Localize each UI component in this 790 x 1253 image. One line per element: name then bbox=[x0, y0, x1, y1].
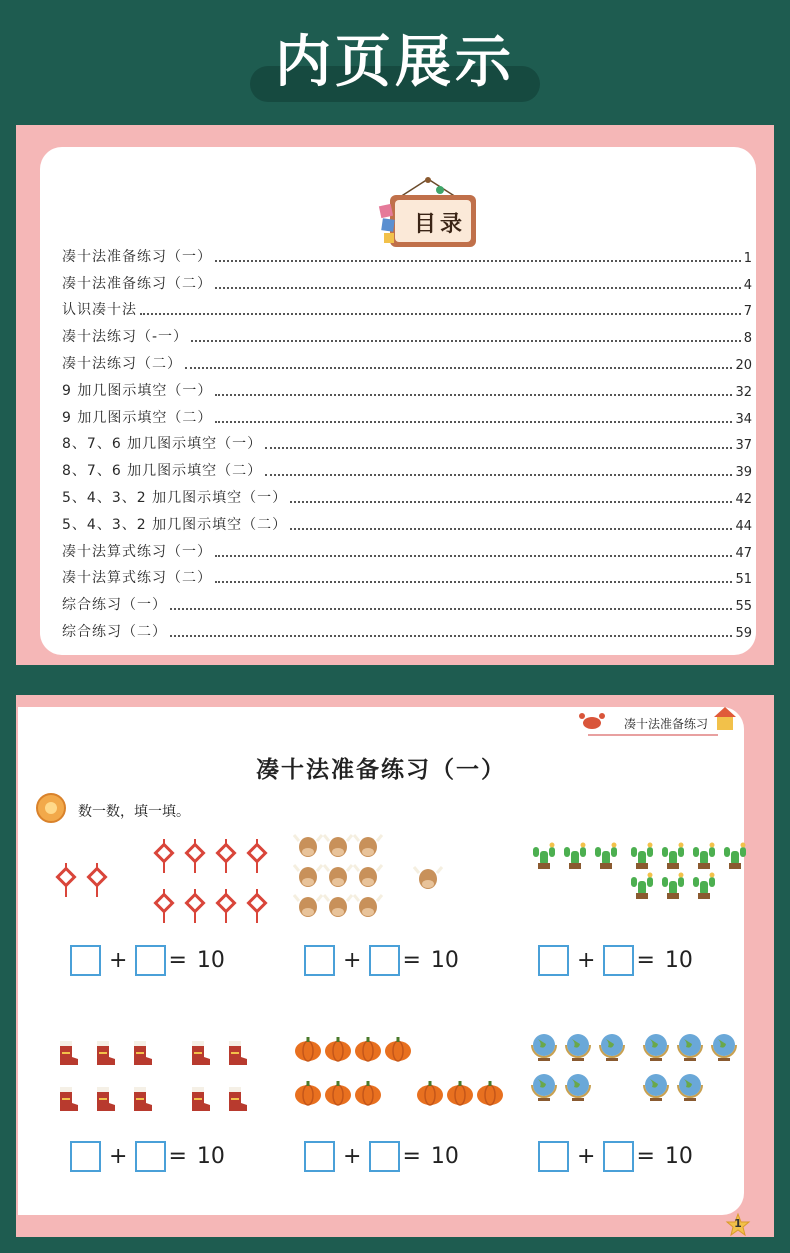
pumpkin-icon bbox=[325, 1081, 351, 1105]
equation-row bbox=[304, 945, 459, 976]
pumpkin-icon bbox=[355, 1081, 381, 1105]
pumpkin-icon bbox=[477, 1081, 503, 1105]
ox-head-icon bbox=[324, 835, 352, 857]
toc-title: 认识凑十法 bbox=[62, 302, 137, 319]
cactus-icon bbox=[662, 843, 684, 870]
cactus-icon bbox=[662, 873, 684, 900]
equals-sign: = bbox=[402, 948, 421, 973]
cactus-icon bbox=[631, 873, 653, 900]
toc-row[interactable] bbox=[62, 346, 752, 373]
pumpkin-icon bbox=[295, 1081, 321, 1105]
equation-row bbox=[70, 1141, 225, 1172]
answer-box-second[interactable] bbox=[135, 1141, 166, 1172]
toc-page-number: 37 bbox=[735, 438, 752, 454]
worksheet-sheet bbox=[18, 707, 744, 1230]
christmas-stocking-icon bbox=[192, 1041, 210, 1065]
toc-row[interactable] bbox=[62, 239, 752, 266]
toc-page-number: 59 bbox=[735, 625, 752, 641]
toc-title: 凑十法练习（二） bbox=[62, 355, 182, 372]
globe-icon bbox=[600, 1034, 624, 1061]
christmas-stocking-icon bbox=[134, 1087, 152, 1111]
equation-result: 10 bbox=[196, 948, 225, 973]
cactus-icon bbox=[631, 843, 653, 870]
cactus-icon bbox=[564, 843, 586, 870]
toc-row[interactable] bbox=[62, 614, 752, 641]
house-icon bbox=[714, 707, 736, 731]
pumpkin-icon bbox=[325, 1037, 351, 1061]
picture-group-pumpkin bbox=[280, 1025, 510, 1135]
page-number: 1 bbox=[734, 1217, 742, 1230]
toc-title: 8、7、6 加几图示填空（一） bbox=[62, 436, 263, 453]
toc-row[interactable] bbox=[62, 266, 752, 293]
plus-sign: + bbox=[577, 1144, 596, 1169]
chinese-knot-icon bbox=[156, 839, 173, 873]
answer-box-first[interactable] bbox=[70, 1141, 101, 1172]
worksheet-title: 凑十法准备练习（一） bbox=[256, 757, 506, 783]
answer-box-second[interactable] bbox=[369, 1141, 400, 1172]
answer-box-first[interactable] bbox=[538, 1141, 569, 1172]
chinese-knot-icon bbox=[156, 889, 173, 923]
toc-leader-dots bbox=[290, 501, 732, 503]
toc-title: 凑十法准备练习（二） bbox=[62, 275, 212, 292]
toc-page-number: 7 bbox=[743, 304, 752, 320]
plus-sign: + bbox=[109, 948, 128, 973]
globe-icon bbox=[644, 1034, 668, 1061]
chinese-knot-icon bbox=[187, 839, 204, 873]
answer-box-first[interactable] bbox=[70, 945, 101, 976]
christmas-stocking-icon bbox=[97, 1041, 115, 1065]
answer-box-second[interactable] bbox=[603, 945, 634, 976]
toc-row[interactable] bbox=[62, 480, 752, 507]
answer-box-first[interactable] bbox=[538, 945, 569, 976]
toc-page-number: 1 bbox=[743, 250, 752, 266]
equation-row bbox=[70, 945, 225, 976]
globe-icon bbox=[566, 1074, 590, 1101]
toc-leader-dots bbox=[290, 528, 732, 530]
equals-sign: = bbox=[636, 948, 655, 973]
ox-head-icon bbox=[294, 835, 322, 857]
plus-sign: + bbox=[343, 1144, 362, 1169]
chinese-knot-icon bbox=[249, 889, 266, 923]
toc-title: 综合练习（一） bbox=[62, 597, 167, 614]
christmas-stocking-icon bbox=[229, 1087, 247, 1111]
equals-sign: = bbox=[636, 1144, 655, 1169]
christmas-stocking-icon bbox=[60, 1087, 78, 1111]
ox-head-icon bbox=[354, 895, 382, 917]
crab-icon bbox=[578, 711, 606, 731]
pumpkin-icon bbox=[385, 1037, 411, 1061]
equation-result: 10 bbox=[430, 1144, 459, 1169]
equals-sign: = bbox=[168, 948, 187, 973]
equation-result: 10 bbox=[664, 948, 693, 973]
header-tag bbox=[588, 715, 718, 736]
christmas-stocking-icon bbox=[60, 1041, 78, 1065]
chinese-knot-icon bbox=[187, 889, 204, 923]
equation-result: 10 bbox=[430, 948, 459, 973]
answer-box-second[interactable] bbox=[135, 945, 166, 976]
toc-leader-dots bbox=[265, 474, 732, 476]
toc-title: 5、4、3、2 加几图示填空（二） bbox=[62, 516, 288, 533]
answer-box-first[interactable] bbox=[304, 1141, 335, 1172]
toc-title: 凑十法算式练习（二） bbox=[62, 570, 212, 587]
toc-leader-dots bbox=[265, 447, 732, 449]
globe-icon bbox=[532, 1034, 556, 1061]
cactus-icon bbox=[533, 843, 555, 870]
ox-head-icon bbox=[354, 835, 382, 857]
toc-row[interactable] bbox=[62, 319, 752, 346]
ox-head-icon bbox=[294, 865, 322, 887]
cactus-icon bbox=[693, 873, 715, 900]
christmas-stocking-icon bbox=[192, 1087, 210, 1111]
toc-leader-dots bbox=[185, 367, 732, 369]
christmas-stocking-icon bbox=[229, 1041, 247, 1065]
christmas-stocking-icon bbox=[134, 1041, 152, 1065]
toc-row[interactable] bbox=[62, 561, 752, 588]
cactus-icon bbox=[724, 843, 746, 870]
chinese-knot-icon bbox=[218, 839, 235, 873]
toc-leader-dots bbox=[215, 260, 741, 262]
toc-leader-dots bbox=[170, 635, 732, 637]
toc-page-number: 55 bbox=[735, 599, 752, 615]
toc-leader-dots bbox=[140, 313, 741, 315]
toc-page-number: 44 bbox=[735, 518, 752, 534]
toc-page-number: 32 bbox=[735, 384, 752, 400]
ox-head-icon bbox=[354, 865, 382, 887]
ox-head-icon bbox=[414, 867, 442, 889]
toc-title: 凑十法算式练习（一） bbox=[62, 543, 212, 560]
picture-group-cactus bbox=[516, 827, 746, 937]
picture-group-christmas-stocking bbox=[38, 1025, 268, 1135]
pumpkin-icon bbox=[355, 1037, 381, 1061]
equals-sign: = bbox=[402, 1144, 421, 1169]
contents-heading: 目录 bbox=[413, 212, 466, 237]
chinese-knot-icon bbox=[249, 839, 266, 873]
header-tag-label: 凑十法准备练习 bbox=[623, 717, 708, 731]
chinese-knot-icon bbox=[58, 863, 75, 897]
equation-result: 10 bbox=[196, 1144, 225, 1169]
banner bbox=[250, 14, 540, 95]
toc-title: 凑十法练习（-一） bbox=[62, 329, 189, 346]
toc-leader-dots bbox=[215, 287, 741, 289]
answer-box-second[interactable] bbox=[603, 1141, 634, 1172]
picture-group-ox-head bbox=[280, 827, 510, 937]
globe-icon bbox=[566, 1034, 590, 1061]
plus-sign: + bbox=[343, 948, 362, 973]
toc-row[interactable] bbox=[62, 293, 752, 320]
toc-row[interactable] bbox=[62, 534, 752, 561]
toc-page-number: 39 bbox=[735, 465, 752, 481]
globe-icon bbox=[532, 1074, 556, 1101]
toc-row[interactable] bbox=[62, 507, 752, 534]
ox-head-icon bbox=[324, 895, 352, 917]
picture-group-globe bbox=[516, 1025, 746, 1135]
cactus-icon bbox=[693, 843, 715, 870]
toc-row[interactable] bbox=[62, 453, 752, 480]
toc-title: 综合练习（二） bbox=[62, 623, 167, 640]
toc-leader-dots bbox=[215, 555, 732, 557]
pumpkin-icon bbox=[417, 1081, 443, 1105]
equation-result: 10 bbox=[664, 1144, 693, 1169]
plus-sign: + bbox=[109, 1144, 128, 1169]
globe-icon bbox=[712, 1034, 736, 1061]
toc-page-number: 8 bbox=[743, 331, 752, 347]
pumpkin-icon bbox=[447, 1081, 473, 1105]
equation-row bbox=[538, 945, 693, 976]
contents-sheet bbox=[40, 147, 756, 655]
contents-page bbox=[16, 125, 774, 665]
table-of-contents bbox=[62, 239, 752, 641]
cactus-icon bbox=[595, 843, 617, 870]
chinese-knot-icon bbox=[218, 889, 235, 923]
toc-row[interactable] bbox=[62, 400, 752, 427]
picture-group-chinese-knot bbox=[38, 827, 268, 937]
toc-leader-dots bbox=[170, 608, 732, 610]
toc-leader-dots bbox=[215, 581, 732, 583]
chinese-knot-icon bbox=[89, 863, 106, 897]
toc-row[interactable] bbox=[62, 373, 752, 400]
toc-title: 8、7、6 加几图示填空（二） bbox=[62, 463, 263, 480]
toc-page-number: 51 bbox=[735, 572, 752, 588]
lion-icon bbox=[36, 793, 66, 823]
pumpkin-icon bbox=[295, 1037, 321, 1061]
worksheet-page bbox=[16, 695, 774, 1237]
equals-sign: = bbox=[168, 1144, 187, 1169]
toc-leader-dots bbox=[215, 394, 732, 396]
toc-page-number: 34 bbox=[735, 411, 752, 427]
plus-sign: + bbox=[577, 948, 596, 973]
toc-page-number: 47 bbox=[735, 545, 752, 561]
toc-title: 5、4、3、2 加几图示填空（一） bbox=[62, 489, 288, 506]
equation-row bbox=[304, 1141, 459, 1172]
toc-leader-dots bbox=[215, 421, 732, 423]
globe-icon bbox=[644, 1074, 668, 1101]
toc-row[interactable] bbox=[62, 427, 752, 454]
toc-title: 9 加几图示填空（二） bbox=[62, 409, 213, 426]
answer-box-first[interactable] bbox=[304, 945, 335, 976]
toc-page-number: 42 bbox=[735, 491, 752, 507]
instruction-text: 数一数，填一填。 bbox=[78, 804, 190, 820]
ox-head-icon bbox=[294, 895, 322, 917]
globe-icon bbox=[678, 1034, 702, 1061]
toc-title: 9 加几图示填空（一） bbox=[62, 382, 213, 399]
toc-row[interactable] bbox=[62, 587, 752, 614]
ox-head-icon bbox=[324, 865, 352, 887]
toc-title: 凑十法准备练习（一） bbox=[62, 248, 212, 265]
toc-leader-dots bbox=[191, 340, 741, 342]
banner-title: 内页展示 bbox=[275, 30, 515, 95]
christmas-stocking-icon bbox=[97, 1087, 115, 1111]
equation-row bbox=[538, 1141, 693, 1172]
answer-box-second[interactable] bbox=[369, 945, 400, 976]
toc-page-number: 4 bbox=[743, 277, 752, 293]
toc-page-number: 20 bbox=[735, 357, 752, 373]
globe-icon bbox=[678, 1074, 702, 1101]
